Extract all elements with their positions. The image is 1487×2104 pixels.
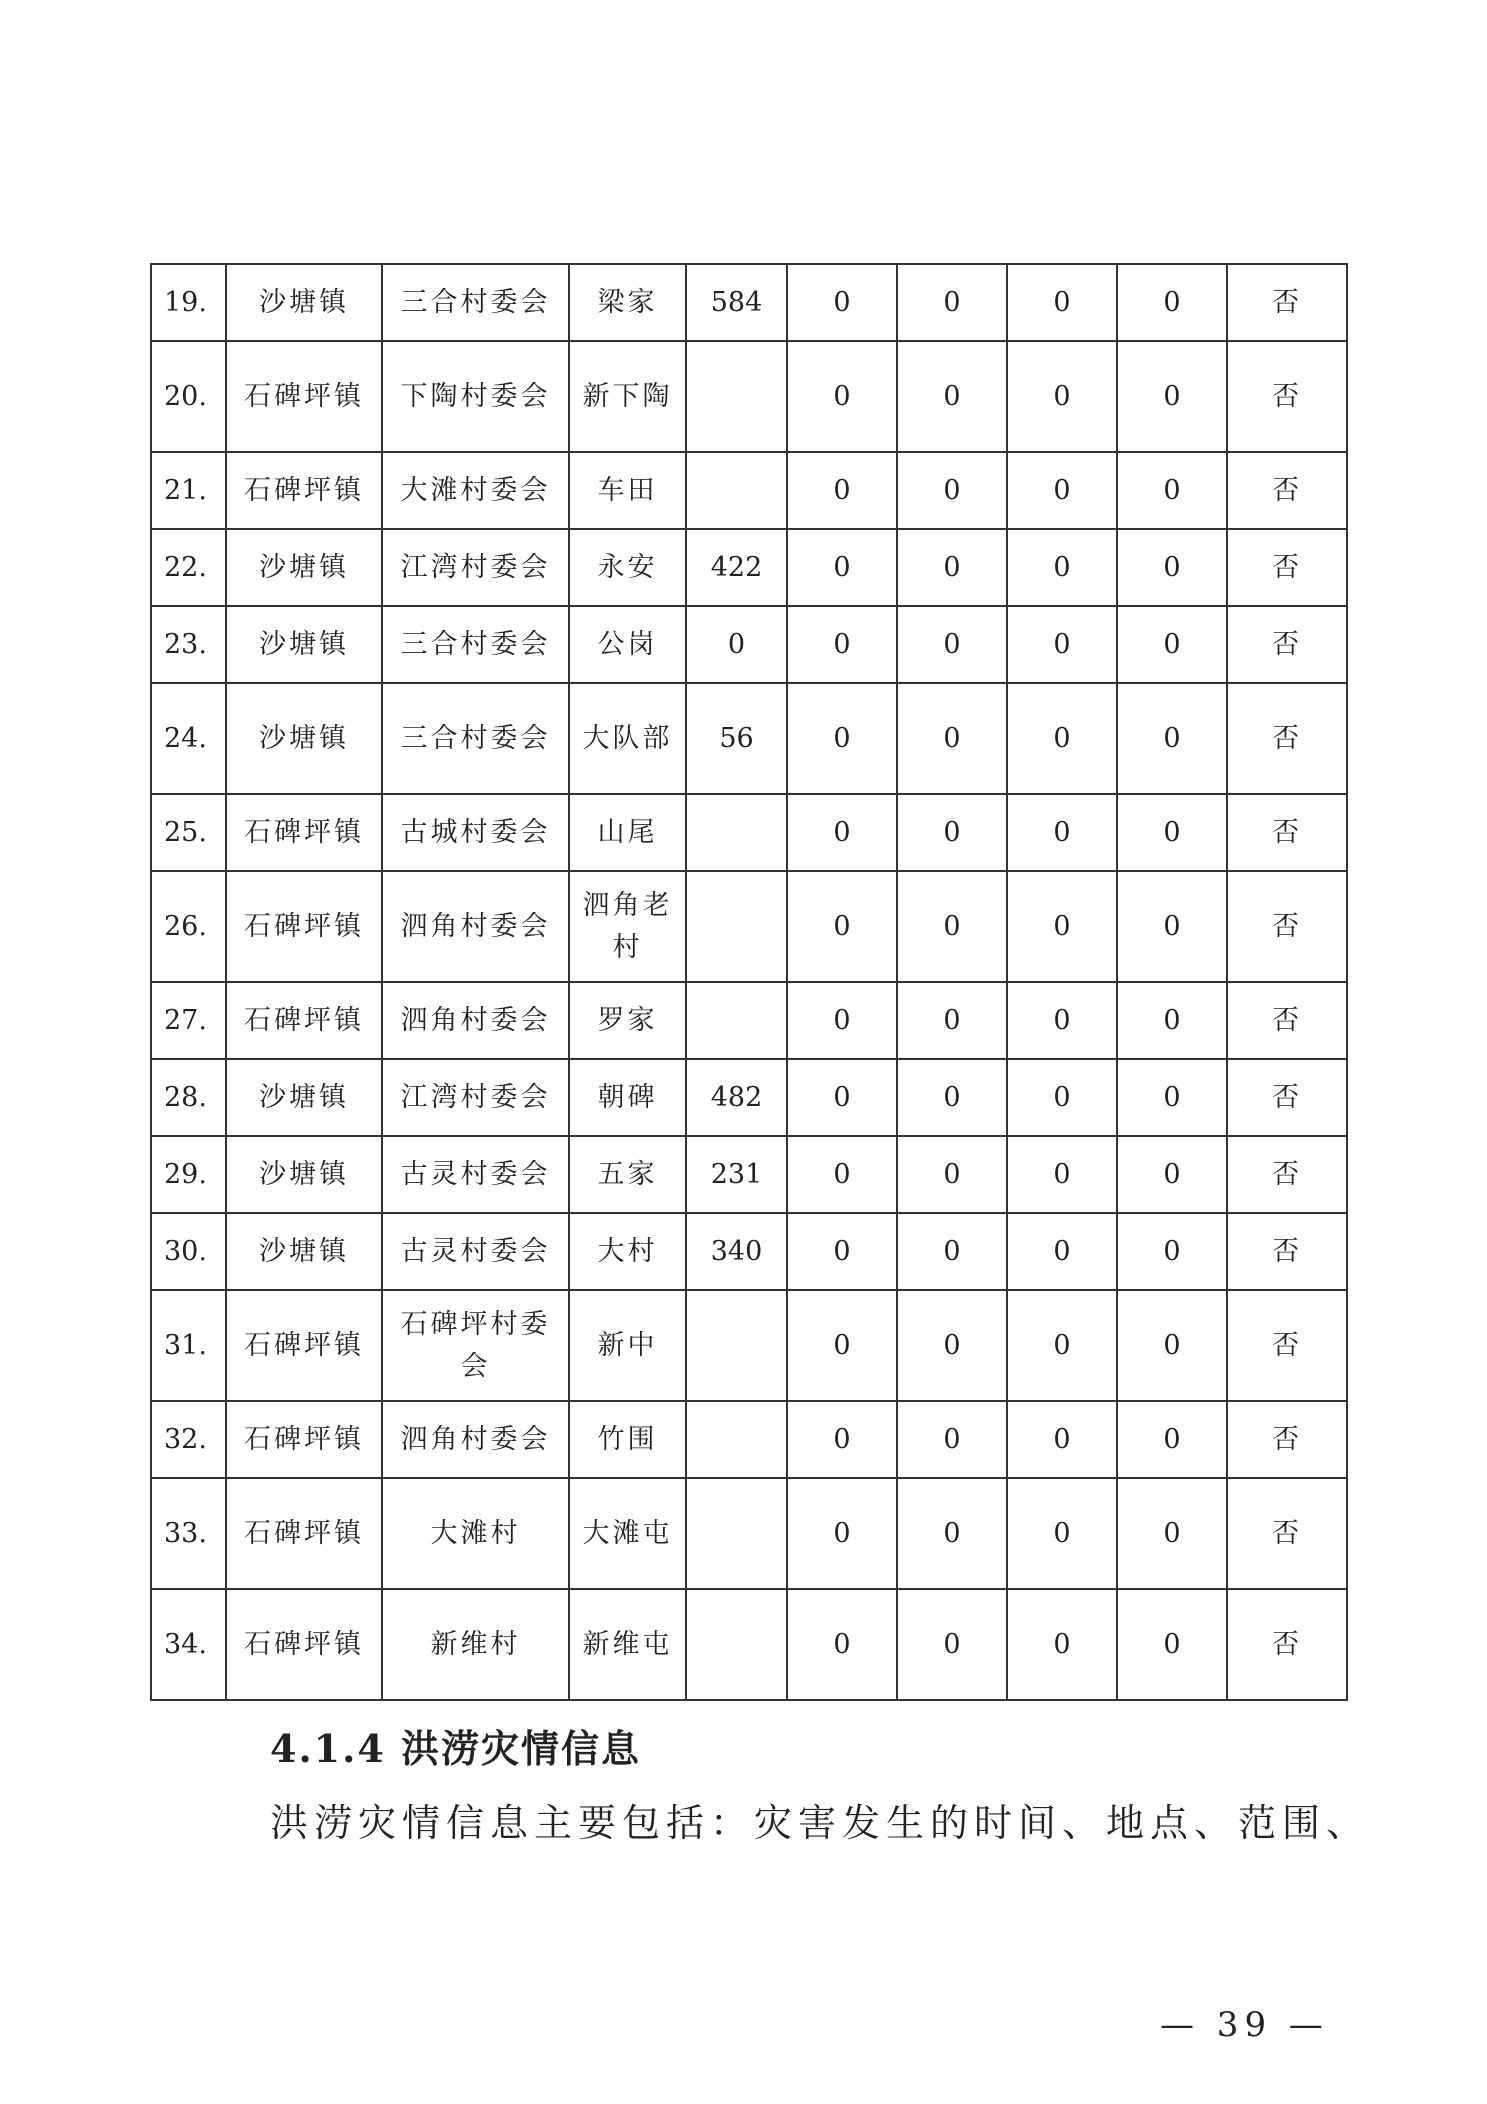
- cell-count-2: 0: [897, 794, 1007, 871]
- cell-population: [686, 1401, 787, 1478]
- table-row: [151, 982, 1347, 1059]
- cell-count-2: 0: [897, 982, 1007, 1059]
- cell-village: 梁家: [569, 264, 686, 341]
- cell-count-4: 0: [1117, 1290, 1227, 1401]
- cell-count-4: 0: [1117, 1213, 1227, 1290]
- cell-flag: 否: [1227, 1059, 1347, 1136]
- cell-village-committee: 泗角村委会: [382, 1401, 569, 1478]
- cell-count-2: 0: [897, 606, 1007, 683]
- cell-town: 石碑坪镇: [226, 871, 382, 982]
- table-row: [151, 1213, 1347, 1290]
- cell-count-3: 0: [1007, 871, 1117, 982]
- cell-village-committee: 古灵村委会: [382, 1213, 569, 1290]
- cell-count-1: 0: [787, 982, 897, 1059]
- cell-town: 石碑坪镇: [226, 341, 382, 452]
- cell-flag: 否: [1227, 1213, 1347, 1290]
- cell-town: 沙塘镇: [226, 1059, 382, 1136]
- cell-town: 沙塘镇: [226, 529, 382, 606]
- cell-village-committee: 古灵村委会: [382, 1136, 569, 1213]
- cell-count-4: 0: [1117, 341, 1227, 452]
- cell-count-3: 0: [1007, 529, 1117, 606]
- cell-population: [686, 982, 787, 1059]
- cell-row-number: 25.: [151, 794, 226, 871]
- cell-row-number: 24.: [151, 683, 226, 794]
- cell-count-2: 0: [897, 1136, 1007, 1213]
- table-row: [151, 683, 1347, 794]
- cell-flag: 否: [1227, 871, 1347, 982]
- cell-population: [686, 452, 787, 529]
- cell-count-1: 0: [787, 452, 897, 529]
- cell-population: [686, 341, 787, 452]
- cell-count-2: 0: [897, 1213, 1007, 1290]
- cell-flag: 否: [1227, 529, 1347, 606]
- table-row: [151, 1589, 1347, 1700]
- cell-count-4: 0: [1117, 1136, 1227, 1213]
- cell-village: 山尾: [569, 794, 686, 871]
- cell-population: 0: [686, 606, 787, 683]
- cell-flag: 否: [1227, 1401, 1347, 1478]
- cell-flag: 否: [1227, 452, 1347, 529]
- cell-village-committee: 江湾村委会: [382, 1059, 569, 1136]
- cell-count-3: 0: [1007, 1213, 1117, 1290]
- cell-village-committee: 泗角村委会: [382, 871, 569, 982]
- cell-count-3: 0: [1007, 1401, 1117, 1478]
- cell-flag: 否: [1227, 341, 1347, 452]
- cell-row-number: 33.: [151, 1478, 226, 1589]
- cell-town: 沙塘镇: [226, 264, 382, 341]
- cell-village-committee: 泗角村委会: [382, 982, 569, 1059]
- cell-town: 沙塘镇: [226, 683, 382, 794]
- cell-village-committee: 三合村委会: [382, 606, 569, 683]
- table-row: [151, 264, 1347, 341]
- cell-village: 大村: [569, 1213, 686, 1290]
- cell-flag: 否: [1227, 982, 1347, 1059]
- cell-row-number: 21.: [151, 452, 226, 529]
- cell-population: [686, 1290, 787, 1401]
- cell-count-1: 0: [787, 794, 897, 871]
- cell-town: 沙塘镇: [226, 606, 382, 683]
- cell-town: 石碑坪镇: [226, 1589, 382, 1700]
- cell-flag: 否: [1227, 1290, 1347, 1401]
- cell-count-2: 0: [897, 529, 1007, 606]
- cell-population: 231: [686, 1136, 787, 1213]
- cell-count-1: 0: [787, 871, 897, 982]
- cell-row-number: 29.: [151, 1136, 226, 1213]
- cell-flag: 否: [1227, 1589, 1347, 1700]
- cell-count-2: 0: [897, 1059, 1007, 1136]
- cell-count-2: 0: [897, 452, 1007, 529]
- cell-count-1: 0: [787, 264, 897, 341]
- cell-count-3: 0: [1007, 1589, 1117, 1700]
- cell-village-committee: 下陶村委会: [382, 341, 569, 452]
- cell-village-committee: 古城村委会: [382, 794, 569, 871]
- cell-count-2: 0: [897, 683, 1007, 794]
- cell-count-3: 0: [1007, 683, 1117, 794]
- cell-row-number: 30.: [151, 1213, 226, 1290]
- cell-town: 石碑坪镇: [226, 794, 382, 871]
- cell-row-number: 26.: [151, 871, 226, 982]
- table-row: [151, 1290, 1347, 1401]
- cell-flag: 否: [1227, 1478, 1347, 1589]
- cell-count-4: 0: [1117, 1478, 1227, 1589]
- cell-count-3: 0: [1007, 1478, 1117, 1589]
- cell-row-number: 27.: [151, 982, 226, 1059]
- cell-row-number: 20.: [151, 341, 226, 452]
- table-row: [151, 606, 1347, 683]
- cell-count-3: 0: [1007, 1059, 1117, 1136]
- cell-count-3: 0: [1007, 341, 1117, 452]
- cell-count-4: 0: [1117, 606, 1227, 683]
- cell-population: 482: [686, 1059, 787, 1136]
- cell-population: 56: [686, 683, 787, 794]
- cell-town: 沙塘镇: [226, 1136, 382, 1213]
- cell-population: 584: [686, 264, 787, 341]
- cell-town: 石碑坪镇: [226, 982, 382, 1059]
- cell-count-3: 0: [1007, 606, 1117, 683]
- cell-count-1: 0: [787, 1059, 897, 1136]
- cell-flag: 否: [1227, 683, 1347, 794]
- cell-village: 竹围: [569, 1401, 686, 1478]
- village-data-table: [150, 263, 1348, 1701]
- cell-count-2: 0: [897, 264, 1007, 341]
- cell-village-committee: 大滩村: [382, 1478, 569, 1589]
- table-row: [151, 529, 1347, 606]
- cell-population: 340: [686, 1213, 787, 1290]
- cell-flag: 否: [1227, 794, 1347, 871]
- table-row: [151, 794, 1347, 871]
- cell-village: 泗角老村: [569, 871, 686, 982]
- cell-count-4: 0: [1117, 982, 1227, 1059]
- table-row: [151, 1401, 1347, 1478]
- cell-flag: 否: [1227, 264, 1347, 341]
- table-row: [151, 452, 1347, 529]
- cell-village-committee: 大滩村委会: [382, 452, 569, 529]
- cell-village-committee: 三合村委会: [382, 264, 569, 341]
- cell-count-2: 0: [897, 1290, 1007, 1401]
- cell-population: 422: [686, 529, 787, 606]
- cell-count-1: 0: [787, 606, 897, 683]
- cell-row-number: 22.: [151, 529, 226, 606]
- cell-town: 沙塘镇: [226, 1213, 382, 1290]
- cell-row-number: 19.: [151, 264, 226, 341]
- cell-village: 新中: [569, 1290, 686, 1401]
- cell-count-1: 0: [787, 683, 897, 794]
- cell-count-1: 0: [787, 1401, 897, 1478]
- table-row: [151, 871, 1347, 982]
- page-number: — 39 —: [1160, 2005, 1329, 2045]
- cell-row-number: 32.: [151, 1401, 226, 1478]
- cell-count-2: 0: [897, 1589, 1007, 1700]
- cell-count-1: 0: [787, 341, 897, 452]
- cell-town: 石碑坪镇: [226, 1290, 382, 1401]
- cell-village-committee: 新维村: [382, 1589, 569, 1700]
- cell-village: 车田: [569, 452, 686, 529]
- cell-count-3: 0: [1007, 264, 1117, 341]
- cell-count-3: 0: [1007, 1290, 1117, 1401]
- cell-count-4: 0: [1117, 1589, 1227, 1700]
- cell-village-committee: 石碑坪村委会: [382, 1290, 569, 1401]
- cell-count-2: 0: [897, 871, 1007, 982]
- cell-count-4: 0: [1117, 683, 1227, 794]
- cell-count-3: 0: [1007, 1136, 1117, 1213]
- cell-village: 罗家: [569, 982, 686, 1059]
- section-paragraph: 洪涝灾情信息主要包括：灾害发生的时间、地点、范围、: [270, 1801, 1371, 1845]
- cell-count-3: 0: [1007, 982, 1117, 1059]
- cell-count-2: 0: [897, 1478, 1007, 1589]
- cell-row-number: 31.: [151, 1290, 226, 1401]
- table-row: [151, 341, 1347, 452]
- cell-count-4: 0: [1117, 871, 1227, 982]
- cell-village: 新下陶: [569, 341, 686, 452]
- cell-count-4: 0: [1117, 1059, 1227, 1136]
- cell-village: 新维屯: [569, 1589, 686, 1700]
- cell-count-4: 0: [1117, 529, 1227, 606]
- cell-count-1: 0: [787, 1136, 897, 1213]
- cell-town: 石碑坪镇: [226, 1401, 382, 1478]
- cell-count-4: 0: [1117, 1401, 1227, 1478]
- cell-row-number: 23.: [151, 606, 226, 683]
- cell-row-number: 34.: [151, 1589, 226, 1700]
- cell-count-1: 0: [787, 1478, 897, 1589]
- cell-row-number: 28.: [151, 1059, 226, 1136]
- cell-count-2: 0: [897, 341, 1007, 452]
- cell-population: [686, 1478, 787, 1589]
- cell-count-3: 0: [1007, 794, 1117, 871]
- cell-flag: 否: [1227, 606, 1347, 683]
- cell-village: 永安: [569, 529, 686, 606]
- cell-flag: 否: [1227, 1136, 1347, 1213]
- cell-count-1: 0: [787, 529, 897, 606]
- cell-village-committee: 三合村委会: [382, 683, 569, 794]
- cell-population: [686, 1589, 787, 1700]
- cell-count-3: 0: [1007, 452, 1117, 529]
- cell-count-1: 0: [787, 1213, 897, 1290]
- table-row: [151, 1059, 1347, 1136]
- table-row: [151, 1136, 1347, 1213]
- section-heading: 4.1.4 洪涝灾情信息: [270, 1726, 642, 1771]
- cell-count-4: 0: [1117, 794, 1227, 871]
- cell-count-2: 0: [897, 1401, 1007, 1478]
- table-row: [151, 1478, 1347, 1589]
- cell-count-4: 0: [1117, 452, 1227, 529]
- cell-count-1: 0: [787, 1589, 897, 1700]
- cell-village: 大队部: [569, 683, 686, 794]
- cell-population: [686, 794, 787, 871]
- cell-town: 石碑坪镇: [226, 452, 382, 529]
- cell-town: 石碑坪镇: [226, 1478, 382, 1589]
- cell-count-1: 0: [787, 1290, 897, 1401]
- cell-count-4: 0: [1117, 264, 1227, 341]
- cell-village: 五家: [569, 1136, 686, 1213]
- cell-village: 朝碑: [569, 1059, 686, 1136]
- cell-population: [686, 871, 787, 982]
- cell-village: 公岗: [569, 606, 686, 683]
- cell-village: 大滩屯: [569, 1478, 686, 1589]
- cell-village-committee: 江湾村委会: [382, 529, 569, 606]
